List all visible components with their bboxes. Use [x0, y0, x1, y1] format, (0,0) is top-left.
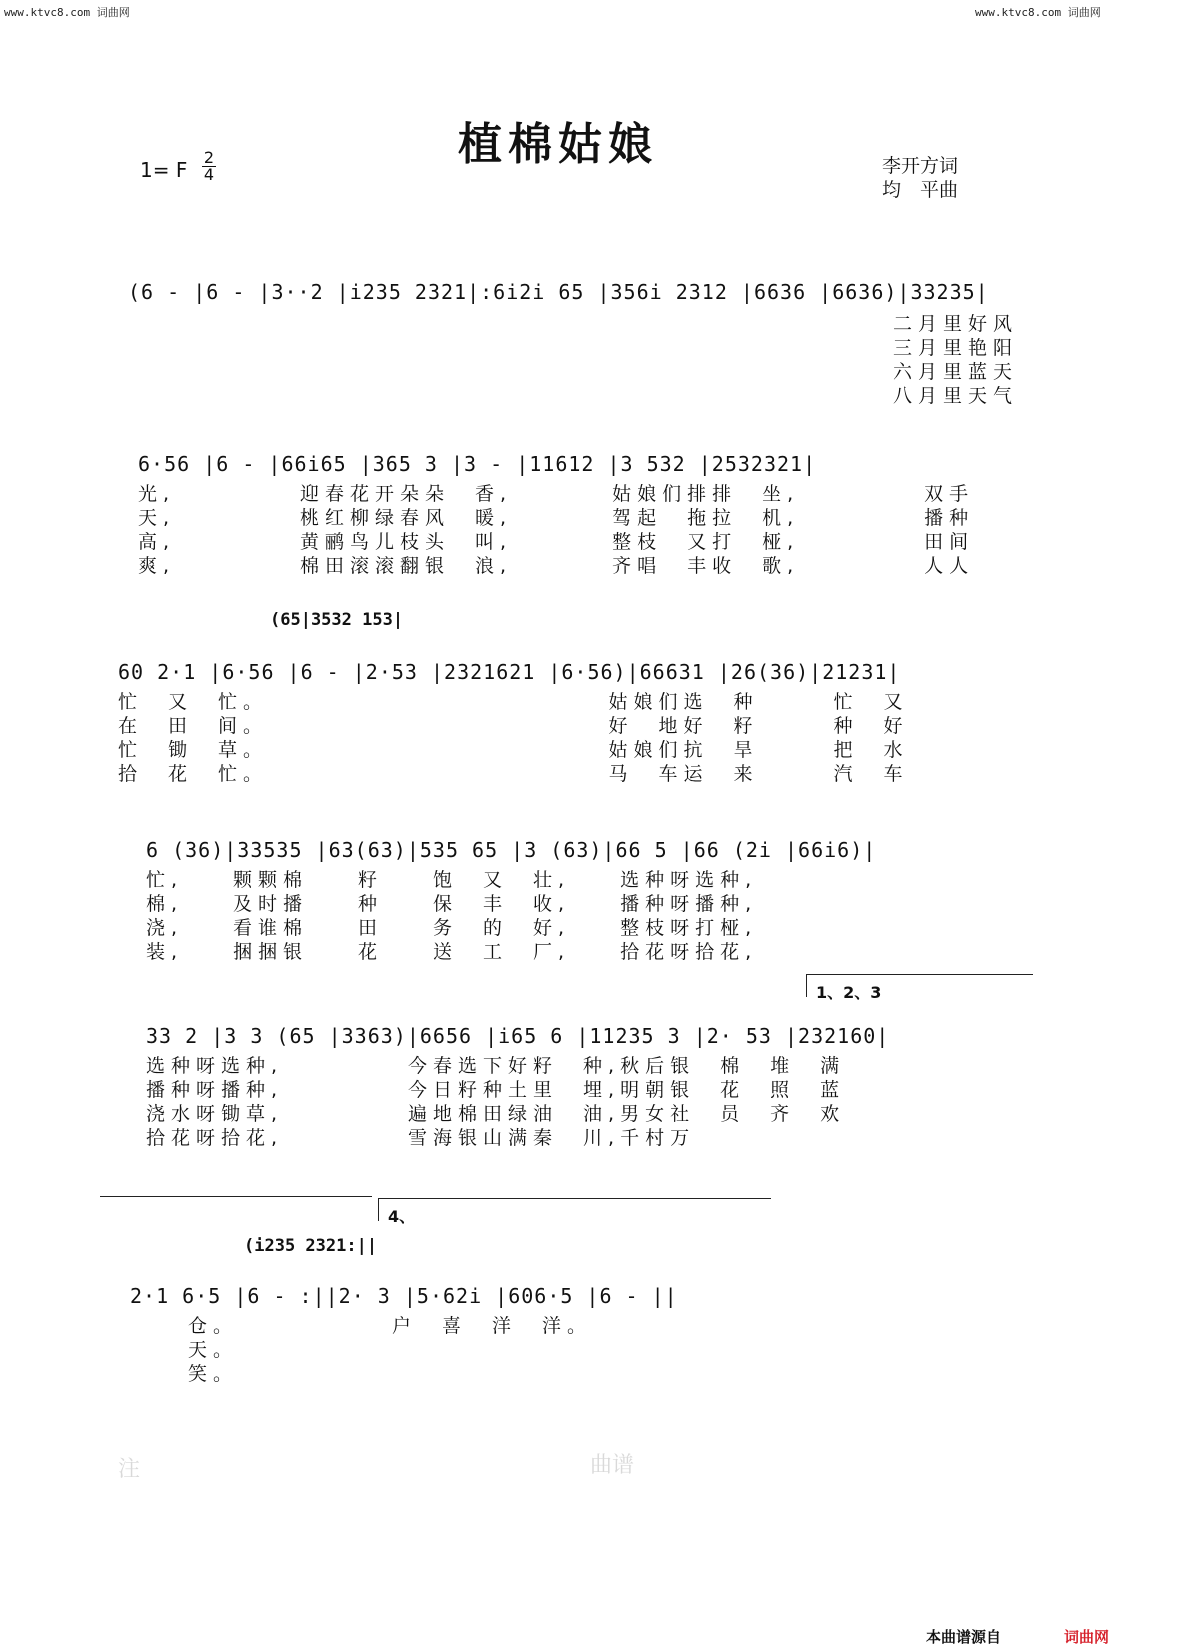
lyric-line: 八月里天气	[893, 385, 1019, 407]
composer: 均 平曲	[882, 179, 959, 201]
lyric-line: 忙, 颗颗棉 籽 饱 又 壮, 选种呀选种,	[146, 869, 758, 891]
lyric-line: 浇, 看谁棉 田 务 的 好, 整枝呀打桠,	[146, 917, 758, 939]
faded-note-text: 曲谱	[590, 1453, 635, 1478]
interlude-notation-2: (i235 2321:||	[244, 1236, 378, 1256]
lyric-line: 选种呀选种, 今春选下好籽 种,秋后银 棉 堆 满	[146, 1055, 846, 1077]
lyric-line: 爽, 棉田滚滚翻银 浪, 齐唱 丰收 歌, 人人	[138, 555, 975, 577]
volta-label-1: 1、2、3	[816, 983, 882, 1002]
ending-rule	[100, 1196, 372, 1197]
lyric-line: 拾 花 忙。 马 车运 来 汽 车	[118, 763, 909, 785]
lyric-line: 忙 锄 草。 姑娘们抗 旱 把 水	[118, 739, 909, 761]
lyrics-block-2	[138, 482, 974, 578]
volta-label-2: 4、	[388, 1207, 416, 1226]
lyric-line: 在 田 间。 好 地好 籽 种 好	[118, 715, 909, 737]
lyric-line: 棉, 及时播 种 保 丰 收, 播种呀播种,	[146, 893, 758, 915]
footer-brand-link[interactable]: 词曲网	[1064, 1628, 1110, 1646]
footer-source-label: 本曲谱源自	[926, 1628, 1002, 1646]
lyric-line: 天, 桃红柳绿春风 暖, 驾起 拖拉 机, 播种	[138, 507, 975, 529]
song-title: 植棉姑娘	[458, 119, 658, 170]
lyric-line: 装, 捆捆银 花 送 工 厂, 拾花呀拾花,	[146, 941, 758, 963]
lyric-line: 拾花呀拾花, 雪海银山满秦 川,千村万	[146, 1127, 696, 1149]
notation-line-2: 6·56 |6 - |66i65 |365 3 |3 - |11612 |3 532 |2532321|	[138, 452, 817, 476]
lyrics-block-6a	[188, 1314, 238, 1386]
lyric-line: 三月里艳阳	[893, 337, 1019, 359]
time-signature	[202, 150, 216, 183]
lyrics-block-3	[118, 690, 909, 786]
credits	[882, 154, 958, 202]
lyrics-block-1	[893, 312, 1018, 408]
lyric-line: 播种呀播种, 今日籽种土里 埋,明朝银 花 照 蓝	[146, 1079, 846, 1101]
lyric-line: 高, 黄鹂鸟儿枝头 叫, 整枝 又打 桠, 田间	[138, 531, 975, 553]
interlude-notation: (65|3532 153|	[270, 610, 404, 630]
header-site-left: www.ktvc8.com 词曲网	[4, 6, 130, 19]
notation-line-1: (6 - |6 - |3··2 |i235 2321|:6i2i 65 |356i 2312 |6636 |6636)|33235|	[128, 280, 989, 304]
notation-line-3: 60 2·1 |6·56 |6 - |2·53 |2321621 |6·56)|66631 |26(36)|21231|	[118, 660, 901, 684]
lyrics-block-5	[146, 1054, 845, 1150]
lyric-line: 笑。	[188, 1363, 239, 1385]
lyric-line: 浇水呀锄草, 遍地棉田绿油 油,男女社 员 齐 欢	[146, 1103, 846, 1125]
lyric-line: 六月里蓝天	[893, 361, 1019, 383]
header-site-right: www.ktvc8.com 词曲网	[975, 6, 1101, 19]
time-signature-top: 2	[203, 148, 215, 167]
faded-note-label: 注	[118, 1457, 141, 1482]
key-signature: 1= F	[140, 158, 188, 182]
lyrics-block-4	[146, 868, 757, 964]
lyric-line: 二月里好风	[893, 313, 1019, 335]
lyric-line: 忙 又 忙。 姑娘们选 种 忙 又	[118, 691, 909, 713]
lyrics-block-6b: 户 喜 洋 洋。	[392, 1315, 593, 1337]
notation-line-6: 2·1 6·5 |6 - :||2· 3 |5·62i |606·5 |6 - ||	[130, 1284, 678, 1308]
lyric-line: 光, 迎春花开朵朵 香, 姑娘们排排 坐, 双手	[138, 483, 975, 505]
notation-line-4: 6 (36)|33535 |63(63)|535 65 |3 (63)|66 5 |66 (2i |66i6)|	[146, 838, 877, 862]
notation-line-5: 33 2 |3 3 (65 |3363)|6656 |i65 6 |11235 3 |2· 53 |232160|	[146, 1024, 890, 1048]
lyricist: 李开方词	[882, 155, 959, 177]
lyric-line: 天。	[188, 1339, 239, 1361]
time-signature-bottom: 4	[203, 165, 215, 184]
volta-bracket-2	[378, 1198, 771, 1221]
lyric-line: 仓。	[188, 1315, 239, 1337]
